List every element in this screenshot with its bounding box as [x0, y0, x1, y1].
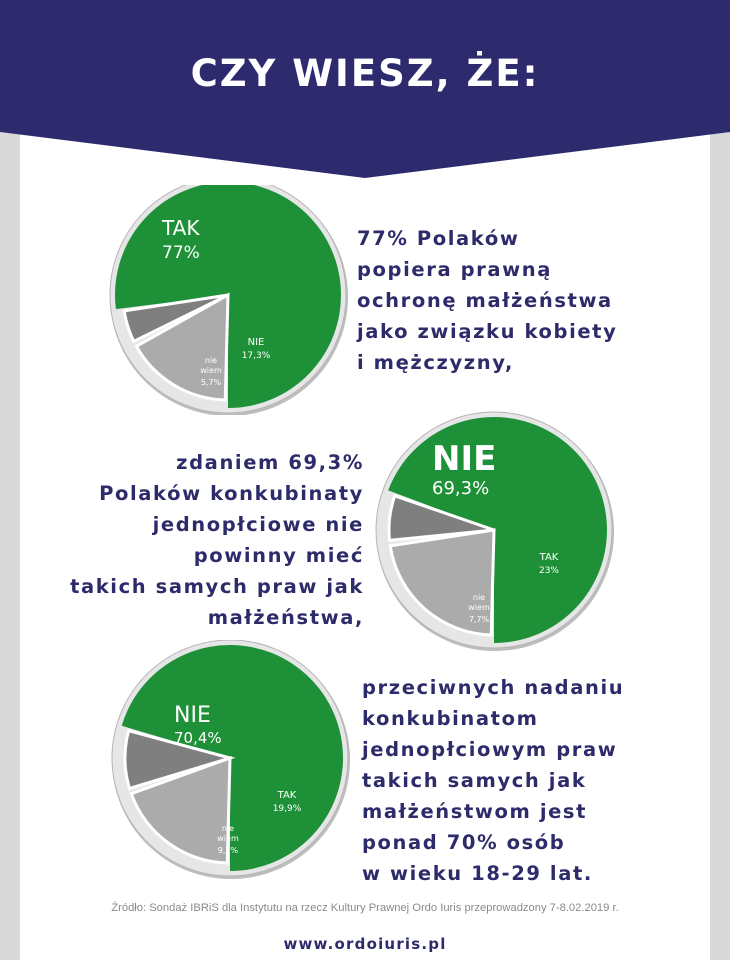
source-note: Źródło: Sondaż IBRiS dla Instytutu na rzecz Kultury Prawnej Ordo Iuris przeprowadzony 7-8.02.2019 r.: [111, 902, 619, 914]
fact-line: małżeństwom jest: [362, 800, 588, 823]
fact-line: przeciwnych nadaniu: [362, 676, 625, 699]
website-link[interactable]: www.ordoiuris.pl: [283, 935, 447, 953]
pie-value-label: 17,3%: [241, 351, 271, 361]
pie-label: nie wiem: [468, 593, 490, 612]
fact-line: konkubinatom: [362, 707, 539, 730]
fact-line: małżeństwa,: [207, 606, 364, 629]
fact-line: popiera prawną: [357, 258, 552, 281]
pie-value-label: 70,4%: [174, 729, 222, 747]
fact-line: ponad 70% osób: [362, 831, 566, 854]
pie-label: NIE: [432, 439, 497, 479]
fact-line: Polaków konkubinaty: [99, 482, 364, 505]
pie-chart-1: [100, 185, 350, 415]
pie-label: TAK: [539, 552, 559, 563]
pie-value-label: 77%: [162, 243, 200, 263]
pie-label: TAK: [162, 216, 200, 240]
pie-label: nie wiem: [217, 824, 239, 843]
fact-text-1: [357, 223, 617, 378]
fact-line: 77% Polaków: [357, 227, 520, 250]
pie-label: TAK: [277, 790, 297, 801]
page-title: CZY WIESZ, ŻE:: [190, 52, 540, 95]
fact-line: ochronę małżeństwa: [357, 289, 613, 312]
fact-line: zdaniem 69,3%: [176, 451, 364, 474]
pie-chart-3: [110, 640, 360, 880]
fact-text-2: [30, 447, 364, 633]
fact-line: jednopłciowym praw: [362, 738, 618, 761]
pie-label: NIE: [247, 337, 265, 348]
pie-value-label: 19,9%: [272, 804, 302, 814]
fact-text-3: [362, 672, 624, 889]
fact-line: powinny mieć: [193, 544, 364, 567]
fact-line: takich samych jak: [362, 769, 587, 792]
fact-line: w wieku 18-29 lat.: [362, 862, 593, 885]
pie-value-label: 5,7%: [200, 378, 222, 387]
fact-line: takich samych praw jak: [70, 575, 364, 598]
fact-line: jednopłciowe nie: [152, 513, 364, 536]
fact-line: i mężczyzny,: [357, 351, 515, 374]
pie-value-label: 9,7%: [217, 846, 239, 855]
pie-value-label: 69,3%: [432, 478, 490, 499]
pie-value-label: 23%: [538, 566, 560, 576]
pie-chart-2: [370, 405, 620, 660]
pie-value-label: 7,7%: [468, 615, 490, 624]
fact-line: jako związku kobiety: [357, 320, 618, 343]
pie-label: NIE: [174, 703, 211, 728]
pie-label: nie wiem: [200, 356, 222, 375]
